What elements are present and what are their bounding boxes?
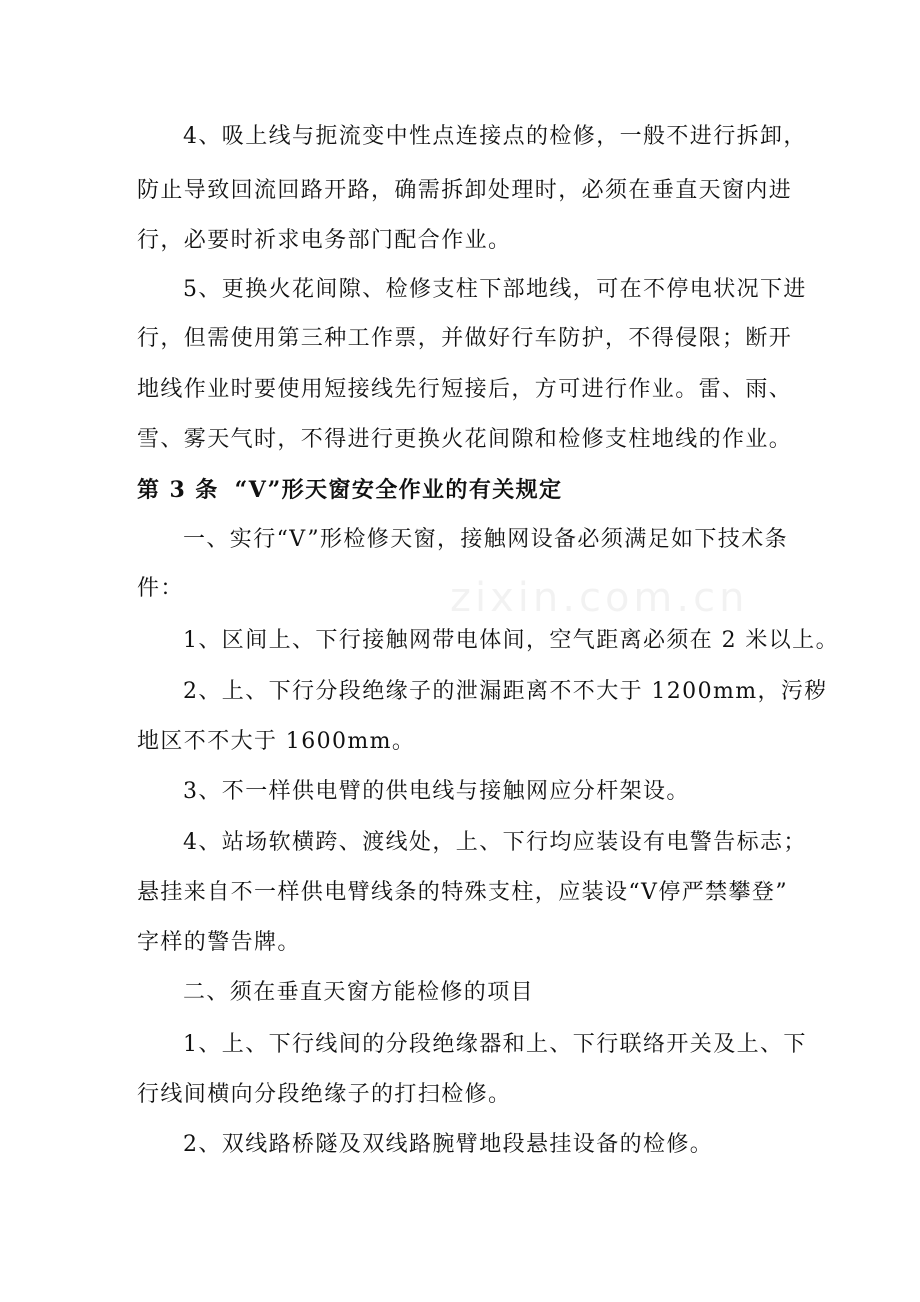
paragraph-line: 3、不一样供电臂的供电线与接触网应分杆架设。 — [183, 779, 690, 804]
paragraph-line: 行，但需使用第三种工作票，并做好行车防护，不得侵限；断开 — [137, 326, 793, 351]
paragraph-line: 地线作业时要使用短接线先行短接后，方可进行作业。雷、雨、 — [137, 377, 793, 402]
paragraph-line: 行，必要时祈求电务部门配合作业。 — [137, 228, 512, 253]
paragraph-line: 雪、雾天气时，不得进行更换火花间隙和检修支柱地线的作业。 — [137, 427, 793, 452]
paragraph-line: 2、上、下行分段绝缘子的泄漏距离不不大于 1200mm，污秽 — [183, 679, 828, 704]
paragraph-line: 1、上、下行线间的分段绝缘器和上、下行联络开关及上、下 — [183, 1032, 807, 1057]
paragraph-line: 1、区间上、下行接触网带电体间，空气距离必须在 2 米以上。 — [183, 628, 839, 653]
paragraph-line: 2、双线路桥隧及双线路腕臂地段悬挂设备的检修。 — [183, 1132, 714, 1157]
paragraph-line: 防止导致回流回路开路，确需拆卸处理时，必须在垂直天窗内进 — [137, 178, 793, 203]
paragraph-line: 件： — [137, 576, 184, 601]
paragraph-line: 地区不不大于 1600mm。 — [137, 729, 416, 754]
paragraph-line: 4、站场软横跨、渡线处，上、下行均应装设有电警告标志； — [183, 830, 807, 855]
section-heading — [137, 475, 562, 505]
paragraph-line: 字样的警告牌。 — [137, 930, 301, 955]
paragraph-line: 二、须在垂直天窗方能检修的项目 — [183, 980, 535, 1005]
paragraph-line: 悬挂来自不一样供电臂线条的特殊支柱，应装设“V停严禁攀登” — [137, 880, 788, 905]
watermark: zixin.com.cn — [450, 575, 749, 621]
paragraph-line: 行线间横向分段绝缘子的打扫检修。 — [137, 1082, 512, 1107]
paragraph-line: 一、实行“V”形检修天窗，接触网设备必须满足如下技术条 — [183, 527, 788, 552]
section-title: “V”形天窗安全作业的有关规定 — [234, 477, 563, 503]
paragraph-line: 5、更换火花间隙、检修支柱下部地线，可在不停电状况下进 — [183, 277, 807, 302]
paragraph-line: 4、吸上线与扼流变中性点连接点的检修，一般不进行拆卸， — [183, 124, 807, 149]
section-number: 第 3 条 — [137, 477, 219, 503]
